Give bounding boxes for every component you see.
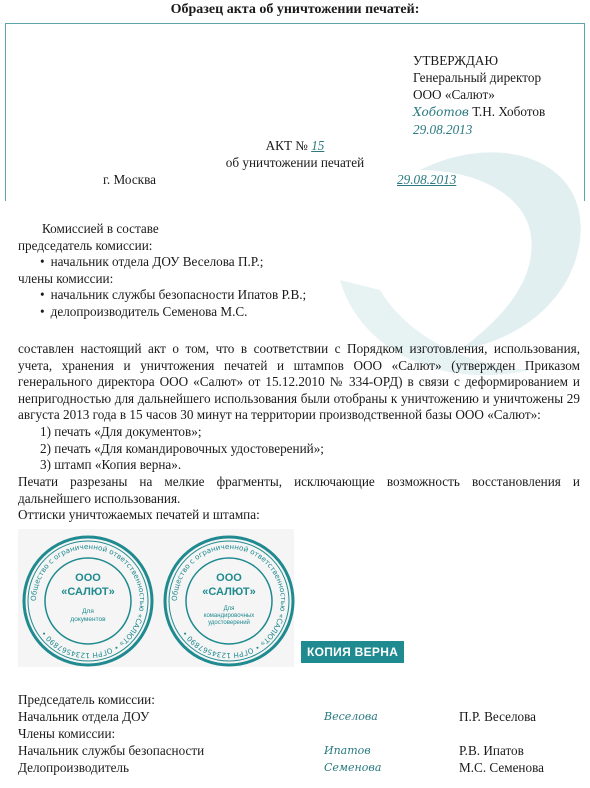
member-item: • начальник службы безопасности Ипатов Р.В.; [18, 287, 580, 304]
body-paragraph: составлен настоящий акт о том, что в соответствии с Порядком изготовления, использования, учета, хранения и уничтожения печатей и штампов ООО «Салют» (утвержден Приказом генерального директора ООО «Салют» от 15.12.2010 № 334-ОРД) в связи с деформированием и непригодностью для дальнейшего использования были отобраны к уничтожению и уничтожены 29 августа 2013 года в 15 часов 30 минут на территории производственной базы ООО «Салют»: [18, 341, 580, 423]
handwritten-signature: Веселова [324, 710, 378, 723]
stamp-purpose: Для [223, 606, 235, 612]
commission-block [18, 221, 580, 321]
signer-position: Делопроизводитель [18, 760, 130, 775]
signer-name: М.С. Семенова [459, 760, 544, 775]
list-item: 3) штамп «Копия верна». [40, 457, 182, 473]
signature-chair-label [18, 692, 578, 710]
act-place: г. Москва [103, 172, 156, 187]
svg-text:Общество с ограниченной ответс [170, 542, 288, 660]
act-number: 15 [311, 138, 325, 153]
approval-date: 29.08.2013 [413, 122, 473, 137]
stamp-travel-certificates [161, 534, 297, 668]
act-title-prefix: АКТ № [265, 138, 308, 153]
stamp-documents [20, 534, 156, 668]
list-item: 1) печать «Для документов»; [40, 424, 202, 439]
page-title: Образец акта об уничтожении печатей: [170, 2, 420, 17]
cut-note: Печати разрезаны на мелкие фрагменты, исключающие возможность восстановления и дальнейшего использования. [18, 474, 580, 506]
signature-members-label [18, 726, 578, 744]
imprints-label: Оттиски уничтожаемых печатей и штампа: [18, 507, 260, 522]
chair-item: • начальник отдела ДОУ Веселова П.Р.; [18, 254, 580, 271]
member-item: • делопроизводитель Семенова М.С. [18, 304, 580, 321]
commission-intro: Комиссией в составе [42, 221, 159, 236]
signature-row [18, 760, 578, 778]
director-signature: Хоботов [413, 105, 469, 119]
handwritten-signature: Семенова [324, 761, 382, 774]
destroyed-items-list [18, 424, 580, 474]
stamp-center-line2: «САЛЮТ» [61, 586, 115, 598]
svg-text:Общество с ограниченной ответс [29, 542, 147, 660]
signer-position: Начальник службы безопасности [18, 743, 205, 758]
members-label-text: Члены комиссии: [18, 726, 116, 741]
stamp-kopia-verna: КОПИЯ ВЕРНА [301, 641, 404, 663]
stamp-purpose: удостоверений [208, 620, 250, 626]
stamp-ring-text: Общество с ограниченной ответственностью «САЛЮТ» • ОГРН 1234567890 • [169, 541, 289, 661]
stamp-center-line1: ООО [216, 572, 242, 584]
list-item: 2) печать «Для командировочных удостоверений»; [40, 440, 324, 456]
director-name: Т.Н. Хоботов [472, 104, 546, 119]
stamp-ring-text: Общество с ограниченной ответственностью «САЛЮТ» • ОГРН 1234567890 • [28, 541, 148, 661]
approval-heading: УТВЕРЖДАЮ [413, 53, 499, 68]
stamp-purpose: командировочных [203, 613, 255, 619]
members-label: члены комиссии: [18, 270, 114, 286]
signature-row [18, 743, 578, 761]
approval-sign-row [413, 103, 545, 121]
approval-company: ООО «Салют» [413, 87, 495, 102]
act-date: 29.08.2013 [397, 172, 457, 187]
signature-row [18, 709, 578, 727]
handwritten-signature: Ипатов [324, 744, 371, 757]
stamp-purpose: документов [70, 616, 106, 623]
signer-name: Р.В. Ипатов [459, 743, 524, 758]
stamp-purpose: Для [82, 608, 94, 615]
act-subtitle: об уничтожении печатей [225, 155, 365, 170]
signer-name: П.Р. Веселова [459, 709, 537, 724]
approval-position: Генеральный директор [413, 70, 542, 85]
chair-label-text: Председатель комиссии: [18, 692, 155, 707]
approval-block [413, 52, 545, 138]
signer-position: Начальник отдела ДОУ [18, 709, 150, 724]
chair-label: председатель комиссии: [18, 237, 153, 253]
stamp-center-line1: ООО [75, 572, 101, 584]
stamp-center-line2: «САЛЮТ» [202, 586, 256, 598]
act-title [0, 137, 590, 171]
